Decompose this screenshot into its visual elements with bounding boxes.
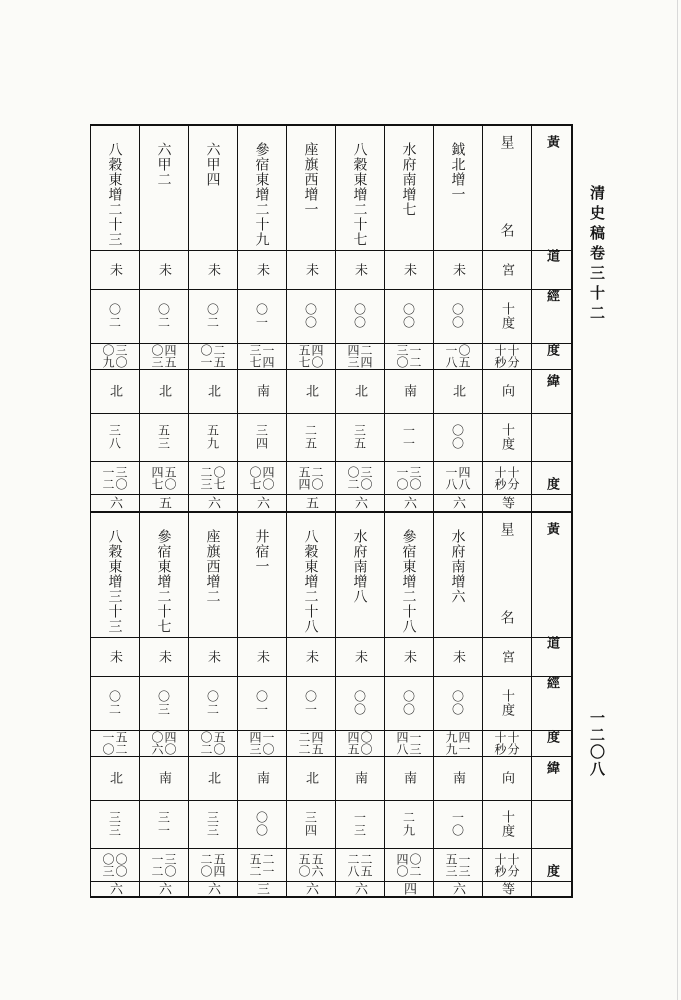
palace-value: 未 (254, 649, 269, 664)
latitude-min-sec-part: 〇七 (248, 465, 262, 490)
latitude-min-sec-part: 一〇 (395, 465, 409, 490)
longitude-min-sec-part: 四八 (395, 731, 409, 755)
latitude-min-sec (139, 461, 188, 494)
latitude-min-sec-part: 二五 (359, 852, 373, 877)
palace-value: 未 (156, 262, 171, 277)
longitude-min-sec-part: 二二 (297, 731, 311, 755)
header-lat-degrees: 十度 (499, 810, 514, 838)
longitude-min-sec (237, 730, 286, 756)
latitude-direction: 北 (303, 384, 318, 398)
palace-value: 未 (205, 262, 220, 277)
latitude-degrees: 〇〇 (254, 811, 269, 837)
magnitude-value: 六 (107, 495, 122, 510)
latitude-min-sec-part: 五二 (248, 852, 262, 877)
longitude-min-sec-part: 三〇 (114, 344, 128, 368)
latitude-direction: 北 (107, 384, 122, 398)
longitude-min-sec-part: 〇九 (101, 344, 115, 368)
latitude-min-sec (188, 848, 237, 881)
label-column-char: 緯 (544, 374, 559, 388)
latitude-min-sec-part: 五〇 (163, 465, 177, 490)
label-column-char: 度 (544, 343, 559, 357)
star-name: 井宿一 (253, 529, 270, 574)
header-name-label: 名 (498, 222, 515, 238)
header-magnitude: 等 (499, 495, 514, 510)
longitude-min-sec (433, 343, 482, 369)
header-star-label: 星 (498, 134, 515, 150)
star-name: 六甲四 (204, 142, 221, 187)
header-palace: 宮 (499, 262, 514, 277)
longitude-min-sec-part: 四〇 (310, 344, 324, 368)
magnitude-value: 五 (303, 495, 318, 510)
longitude-min-sec-part: 二四 (359, 344, 373, 368)
longitude-min-sec-part: 四五 (310, 731, 324, 755)
latitude-min-sec-part: 一二 (150, 852, 164, 877)
latitude-degrees: 二五 (303, 424, 318, 450)
header-lat-min-sec (482, 461, 531, 494)
magnitude-value: 六 (450, 881, 465, 896)
latitude-degrees: 二九 (401, 811, 416, 837)
star-name: 六甲二 (155, 142, 172, 187)
longitude-min-sec-part: 二五 (212, 344, 226, 368)
latitude-degrees: 三三 (205, 811, 220, 837)
latitude-degrees: 三八 (107, 424, 122, 450)
magnitude-value: 三 (254, 881, 269, 896)
label-column-char: 黃 (544, 135, 559, 149)
star-name: 八穀東增二十八 (302, 529, 319, 634)
star-name: 參宿東增二十七 (155, 529, 172, 634)
latitude-degrees: 一一 (401, 424, 416, 450)
star-name: 座旗西增二 (204, 529, 221, 604)
latitude-direction: 南 (450, 771, 465, 785)
latitude-min-sec (90, 848, 139, 881)
header-lat-min-sec (482, 848, 531, 881)
longitude-min-sec-part: 三七 (248, 344, 262, 368)
latitude-min-sec-part: 〇二 (346, 465, 360, 490)
latitude-degrees: 三五 (352, 424, 367, 450)
latitude-degrees: 三一 (156, 811, 171, 837)
latitude-min-sec (433, 461, 482, 494)
longitude-degrees: 〇一 (254, 690, 269, 716)
latitude-min-sec-part: 一八 (444, 465, 458, 490)
magnitude-value: 四 (401, 881, 416, 896)
header-lat-degrees: 十度 (499, 423, 514, 451)
longitude-min-sec-part: 九九 (444, 731, 458, 755)
magnitude-value: 六 (254, 495, 269, 510)
longitude-degrees: 〇二 (205, 690, 220, 716)
label-column-char: 經 (544, 289, 559, 303)
latitude-min-sec-part: 二一 (261, 852, 275, 877)
longitude-degrees: 〇〇 (401, 690, 416, 716)
palace-value: 未 (450, 262, 465, 277)
latitude-direction: 北 (156, 384, 171, 398)
latitude-min-sec-part: 三〇 (359, 465, 373, 490)
latitude-direction: 北 (205, 771, 220, 785)
palace-value: 未 (107, 262, 122, 277)
header-star-label: 星 (498, 521, 515, 537)
header-lat-min-sec-part: 十分 (506, 852, 520, 877)
latitude-direction: 南 (254, 384, 269, 398)
palace-value: 未 (303, 649, 318, 664)
palace-value: 未 (401, 649, 416, 664)
latitude-min-sec (384, 848, 433, 881)
header-lon-min-sec (482, 343, 531, 369)
longitude-min-sec (433, 730, 482, 756)
label-column-char: 度 (544, 477, 559, 491)
longitude-min-sec-part: 一二 (408, 344, 422, 368)
header-direction: 向 (499, 771, 514, 785)
header-lat-min-sec-part: 十分 (506, 465, 520, 490)
column-rule (531, 124, 532, 511)
longitude-degrees: 〇〇 (450, 303, 465, 329)
longitude-min-sec-part: 四五 (163, 344, 177, 368)
latitude-direction: 北 (352, 384, 367, 398)
magnitude-value: 六 (303, 881, 318, 896)
longitude-degrees: 〇〇 (352, 690, 367, 716)
star-name: 水府南增七 (400, 142, 417, 217)
star-name: 鉞北增一 (449, 142, 466, 202)
longitude-degrees: 〇二 (107, 690, 122, 716)
longitude-degrees: 〇二 (205, 303, 220, 329)
star-name: 水府南增六 (449, 529, 466, 604)
star-name: 八穀東增二十七 (351, 142, 368, 247)
longitude-degrees: 〇〇 (352, 303, 367, 329)
longitude-min-sec (286, 730, 335, 756)
longitude-min-sec-part: 五二 (114, 731, 128, 755)
latitude-min-sec-part: 〇二 (408, 852, 422, 877)
column-rule (531, 511, 532, 896)
header-lon-degrees: 十度 (499, 302, 514, 330)
latitude-min-sec-part: 三〇 (114, 465, 128, 490)
palace-value: 未 (352, 262, 367, 277)
latitude-min-sec (335, 848, 384, 881)
latitude-min-sec (384, 461, 433, 494)
latitude-min-sec-part: 二三 (199, 465, 213, 490)
latitude-min-sec-part: 一二 (101, 465, 115, 490)
star-name: 參宿東增二十八 (400, 529, 417, 634)
latitude-min-sec-part: 四七 (150, 465, 164, 490)
magnitude-value: 六 (205, 881, 220, 896)
magnitude-value: 六 (352, 495, 367, 510)
header-lon-min-sec-part: 十秒 (493, 731, 507, 755)
latitude-min-sec-part: 五三 (444, 852, 458, 877)
longitude-min-sec-part: 一〇 (261, 731, 275, 755)
label-column-char: 道 (544, 636, 559, 650)
label-column-char: 緯 (544, 761, 559, 775)
label-column-char: 度 (544, 864, 559, 878)
label-column-char: 道 (544, 249, 559, 263)
longitude-min-sec-part: 四一 (457, 731, 471, 755)
longitude-min-sec (335, 343, 384, 369)
latitude-min-sec (188, 461, 237, 494)
latitude-min-sec-part: 二〇 (310, 465, 324, 490)
longitude-min-sec-part: 一四 (261, 344, 275, 368)
header-lon-min-sec (482, 730, 531, 756)
latitude-min-sec-part: 〇七 (212, 465, 226, 490)
magnitude-value: 六 (107, 881, 122, 896)
header-name-label: 名 (498, 609, 515, 625)
longitude-min-sec-part: 三〇 (395, 344, 409, 368)
longitude-min-sec (286, 343, 335, 369)
longitude-min-sec-part: 一〇 (101, 731, 115, 755)
magnitude-value: 六 (450, 495, 465, 510)
magnitude-value: 五 (156, 495, 171, 510)
latitude-degrees: 五三 (156, 424, 171, 450)
star-name: 八穀東增二十三 (106, 142, 123, 247)
longitude-min-sec-part: 四五 (346, 731, 360, 755)
header-palace: 宮 (499, 649, 514, 664)
latitude-min-sec-part: 四〇 (395, 852, 409, 877)
longitude-min-sec-part: 一三 (408, 731, 422, 755)
latitude-direction: 南 (352, 771, 367, 785)
latitude-min-sec-part: 二八 (346, 852, 360, 877)
latitude-min-sec (237, 461, 286, 494)
palace-value: 未 (450, 649, 465, 664)
label-column-char: 黃 (544, 522, 559, 536)
palace-value: 未 (401, 262, 416, 277)
latitude-min-sec (286, 461, 335, 494)
latitude-degrees: 一〇 (450, 811, 465, 837)
palace-value: 未 (107, 649, 122, 664)
longitude-min-sec-part: 〇三 (150, 344, 164, 368)
palace-value: 未 (254, 262, 269, 277)
magnitude-value: 六 (205, 495, 220, 510)
latitude-direction: 北 (107, 771, 122, 785)
magnitude-value: 六 (352, 881, 367, 896)
palace-value: 未 (303, 262, 318, 277)
latitude-direction: 北 (205, 384, 220, 398)
longitude-min-sec-part: 四三 (248, 731, 262, 755)
longitude-degrees: 〇二 (156, 303, 171, 329)
latitude-degrees: 一三 (352, 811, 367, 837)
latitude-degrees: 三四 (254, 424, 269, 450)
longitude-min-sec (237, 343, 286, 369)
longitude-min-sec (188, 343, 237, 369)
longitude-min-sec-part: 四三 (346, 344, 360, 368)
latitude-min-sec (335, 461, 384, 494)
star-name: 八穀東增三十三 (106, 529, 123, 634)
longitude-min-sec (335, 730, 384, 756)
latitude-degrees: 三四 (303, 811, 318, 837)
palace-value: 未 (352, 649, 367, 664)
header-lon-min-sec-part: 十秒 (493, 344, 507, 368)
longitude-min-sec (384, 343, 433, 369)
latitude-min-sec-part: 五六 (310, 852, 324, 877)
latitude-min-sec-part: 四〇 (261, 465, 275, 490)
header-lon-degrees: 十度 (499, 689, 514, 717)
latitude-min-sec (90, 461, 139, 494)
row-rule (90, 124, 572, 126)
palace-value: 未 (205, 649, 220, 664)
longitude-min-sec-part: 五〇 (212, 731, 226, 755)
latitude-min-sec-part: 一三 (457, 852, 471, 877)
magnitude-value: 六 (401, 495, 416, 510)
label-column-char: 經 (544, 676, 559, 690)
header-lat-min-sec-part: 十秒 (493, 852, 507, 877)
header-lat-min-sec-part: 十秒 (493, 465, 507, 490)
longitude-degrees: 〇一 (303, 690, 318, 716)
label-column-char: 度 (544, 730, 559, 744)
star-catalog-table (90, 124, 572, 896)
running-title: 清史稿卷三十二 (588, 185, 606, 325)
latitude-degrees: 〇〇 (450, 424, 465, 450)
latitude-degrees: 三三 (107, 811, 122, 837)
header-magnitude: 等 (499, 881, 514, 896)
latitude-min-sec-part: 〇三 (101, 852, 115, 877)
magnitude-value: 六 (156, 881, 171, 896)
longitude-degrees: 〇三 (156, 690, 171, 716)
longitude-degrees: 〇二 (107, 303, 122, 329)
longitude-min-sec (90, 730, 139, 756)
longitude-min-sec (384, 730, 433, 756)
longitude-min-sec-part: 〇一 (199, 344, 213, 368)
latitude-min-sec-part: 三〇 (408, 465, 422, 490)
longitude-min-sec (188, 730, 237, 756)
latitude-direction: 南 (156, 771, 171, 785)
star-name: 參宿東增二十九 (253, 142, 270, 247)
longitude-min-sec-part: 〇五 (457, 344, 471, 368)
palace-value: 未 (156, 649, 171, 664)
page-edge (677, 0, 678, 1000)
longitude-degrees: 〇〇 (401, 303, 416, 329)
longitude-min-sec-part: 〇六 (150, 731, 164, 755)
longitude-min-sec-part: 一八 (444, 344, 458, 368)
longitude-min-sec-part: 四〇 (163, 731, 177, 755)
longitude-min-sec (139, 730, 188, 756)
latitude-direction: 南 (401, 771, 416, 785)
latitude-min-sec (433, 848, 482, 881)
latitude-min-sec-part: 五〇 (297, 852, 311, 877)
latitude-min-sec-part: 二〇 (199, 852, 213, 877)
header-lon-min-sec-part: 十分 (506, 731, 520, 755)
latitude-direction: 南 (401, 384, 416, 398)
latitude-degrees: 五九 (205, 424, 220, 450)
longitude-degrees: 〇一 (254, 303, 269, 329)
latitude-min-sec-part: 五四 (297, 465, 311, 490)
page-number: 一二〇八 (588, 710, 606, 778)
latitude-min-sec (237, 848, 286, 881)
longitude-degrees: 〇〇 (450, 690, 465, 716)
latitude-direction: 北 (303, 771, 318, 785)
latitude-direction: 北 (450, 384, 465, 398)
latitude-direction: 南 (254, 771, 269, 785)
longitude-min-sec-part: 五七 (297, 344, 311, 368)
latitude-min-sec-part: 四八 (457, 465, 471, 490)
longitude-degrees: 〇〇 (303, 303, 318, 329)
star-name: 座旗西增一 (302, 142, 319, 217)
longitude-min-sec (139, 343, 188, 369)
latitude-min-sec-part: 〇〇 (114, 852, 128, 877)
latitude-min-sec-part: 三〇 (163, 852, 177, 877)
longitude-min-sec (90, 343, 139, 369)
longitude-min-sec-part: 〇二 (199, 731, 213, 755)
row-rule (90, 511, 572, 513)
longitude-min-sec-part: 〇〇 (359, 731, 373, 755)
row-rule (90, 896, 572, 898)
header-direction: 向 (499, 384, 514, 398)
star-name: 水府南增八 (351, 529, 368, 604)
latitude-min-sec-part: 五四 (212, 852, 226, 877)
latitude-min-sec (286, 848, 335, 881)
latitude-min-sec (139, 848, 188, 881)
header-lon-min-sec-part: 十分 (506, 344, 520, 368)
